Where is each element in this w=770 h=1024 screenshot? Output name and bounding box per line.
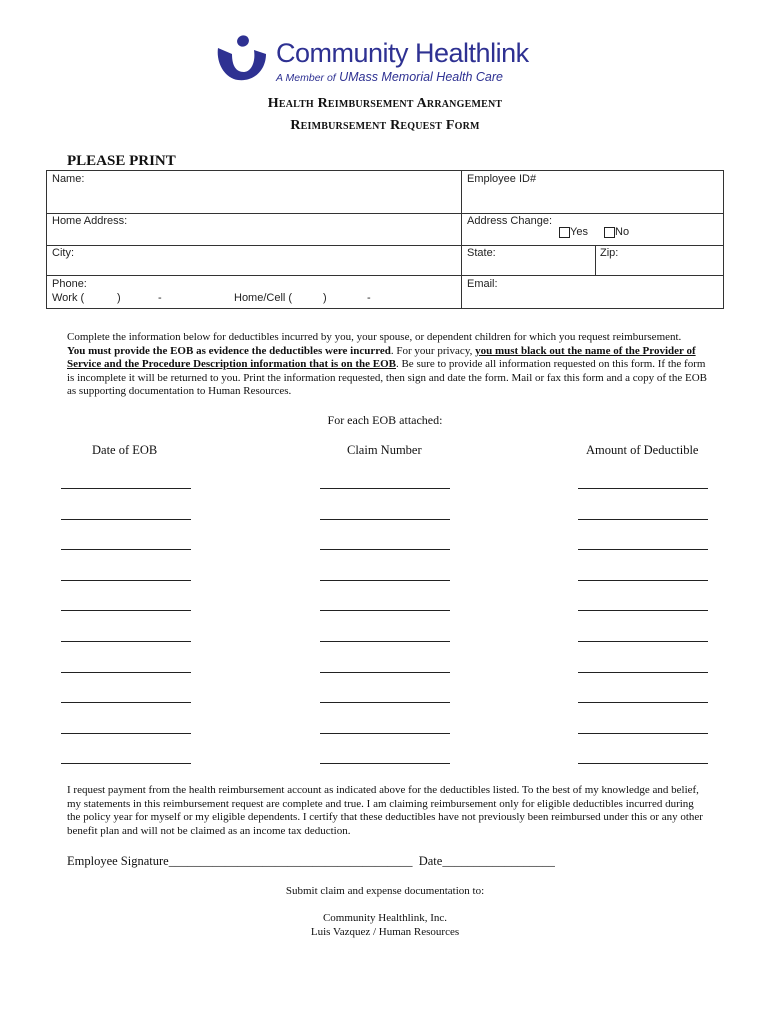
date-of-eob-input[interactable] — [61, 702, 191, 703]
date-of-eob-input[interactable] — [61, 733, 191, 734]
submit-contact: Luis Vazquez / Human Resources — [310, 926, 460, 938]
row-divider — [47, 245, 723, 246]
amount-of-deductible-input[interactable] — [578, 549, 708, 550]
instructions-line1: Complete the information below for deductibles incurred by you, your spouse, or dependent children for which you request reimbursement. — [67, 331, 682, 343]
logo-tag-org: UMass Memorial Health Care — [339, 70, 503, 84]
claim-number-input[interactable] — [320, 549, 450, 550]
home-address-field[interactable]: Home Address: — [52, 215, 128, 227]
state-field[interactable]: State: — [467, 247, 496, 259]
date-field[interactable]: __________________ — [442, 854, 555, 868]
address-change-label: Address Change: — [467, 215, 552, 227]
claim-number-input[interactable] — [320, 488, 450, 489]
instructions-eob-requirement: You must provide the EOB as evidence the deductibles were incurred — [67, 344, 391, 357]
date-of-eob-input[interactable] — [61, 549, 191, 550]
date-of-eob-input[interactable] — [61, 519, 191, 520]
claim-number-input[interactable] — [320, 580, 450, 581]
instructions-paragraph — [67, 331, 707, 399]
amount-of-deductible-input[interactable] — [578, 763, 708, 764]
amount-of-deductible-input[interactable] — [578, 610, 708, 611]
form-title-line1: Health Reimbursement Arrangement — [267, 96, 503, 111]
no-label: No — [615, 226, 630, 238]
instructions-details: . Be sure to provide all information requested on this form. If the form is incomplete it will be returned to you. Print the information requested, then sign and date the form. Mail or fax this form and a copy of the EOB as supporting documentation to Human Resources. — [67, 358, 707, 397]
form-title-line2: Reimbursement Request Form — [290, 118, 480, 133]
claim-number-input[interactable] — [320, 610, 450, 611]
name-field[interactable]: Name: — [52, 173, 85, 185]
city-field[interactable]: City: — [52, 247, 74, 259]
date-of-eob-input[interactable] — [61, 610, 191, 611]
amount-of-deductible-header: Amount of Deductible — [586, 443, 699, 457]
claim-number-input[interactable] — [320, 702, 450, 703]
home-cell-phone-label[interactable]: Home/Cell ( — [234, 292, 293, 304]
amount-of-deductible-input[interactable] — [578, 519, 708, 520]
employee-info-table — [46, 170, 724, 309]
work-phone-dash: - — [158, 292, 162, 304]
email-field[interactable]: Email: — [467, 278, 498, 290]
address-change-yes-checkbox[interactable] — [559, 227, 570, 238]
home-phone-paren: ) — [323, 292, 327, 304]
submit-instructions: Submit claim and expense documentation to: — [285, 885, 485, 897]
signature-line — [67, 854, 555, 869]
amount-of-deductible-input[interactable] — [578, 580, 708, 581]
eob-caption: For each EOB attached: — [327, 413, 443, 427]
date-of-eob-input[interactable] — [61, 672, 191, 673]
home-phone-dash: - — [367, 292, 371, 304]
amount-of-deductible-input[interactable] — [578, 488, 708, 489]
date-of-eob-input[interactable] — [61, 488, 191, 489]
claim-number-input[interactable] — [320, 519, 450, 520]
date-label: Date — [418, 854, 443, 868]
yes-label: Yes — [570, 226, 588, 238]
employee-signature-field[interactable]: _______________________________________ — [168, 854, 413, 868]
work-phone-paren: ) — [117, 292, 121, 304]
claim-number-input[interactable] — [320, 733, 450, 734]
date-of-eob-input[interactable] — [61, 580, 191, 581]
zip-field[interactable]: Zip: — [600, 247, 619, 259]
amount-of-deductible-input[interactable] — [578, 672, 708, 673]
column-divider — [461, 171, 462, 308]
logo-mark-icon — [214, 34, 270, 82]
claim-number-header: Claim Number — [347, 443, 422, 457]
row-divider — [47, 275, 723, 276]
amount-of-deductible-input[interactable] — [578, 641, 708, 642]
logo-name: Community Healthlink — [276, 38, 529, 68]
address-change-no-checkbox[interactable] — [604, 227, 615, 238]
company-logo — [214, 34, 534, 84]
date-of-eob-input[interactable] — [61, 763, 191, 764]
certification-statement: I request payment from the health reimbursement account as indicated above for the deductibles listed. To the best of my knowledge and belief, my statements in this reimbursement request are complete and true. I am claiming reimbursement only for eligible deductibles incurred during the policy year for myself or my eligible dependents. I certify that these deductibles have not previously been reimbursed under this or any other benefit plan and will not be claimed as an income tax deduction. — [67, 784, 703, 837]
please-print-label: PLEASE PRINT — [67, 153, 176, 169]
logo-tagline — [276, 70, 503, 84]
employee-signature-label: Employee Signature — [67, 854, 169, 868]
amount-of-deductible-input[interactable] — [578, 733, 708, 734]
submit-org: Community Healthlink, Inc. — [322, 912, 448, 924]
date-of-eob-input[interactable] — [61, 641, 191, 642]
claim-number-input[interactable] — [320, 672, 450, 673]
row-divider — [47, 213, 723, 214]
instructions-privacy-intro: . For your privacy, — [390, 344, 476, 357]
logo-tag-prefix: A Member of — [276, 72, 336, 84]
date-of-eob-header: Date of EOB — [92, 443, 158, 457]
work-phone-label[interactable]: Work ( — [52, 292, 85, 304]
claim-number-input[interactable] — [320, 641, 450, 642]
claim-number-input[interactable] — [320, 763, 450, 764]
instructions-blackout-requirement: you must black out the name of the Provider of Service and the Procedure Description information that is on the EOB — [67, 344, 696, 370]
employee-id-field[interactable]: Employee ID# — [467, 173, 537, 185]
phone-label: Phone: — [52, 278, 87, 290]
amount-of-deductible-input[interactable] — [578, 702, 708, 703]
column-divider — [595, 245, 596, 275]
